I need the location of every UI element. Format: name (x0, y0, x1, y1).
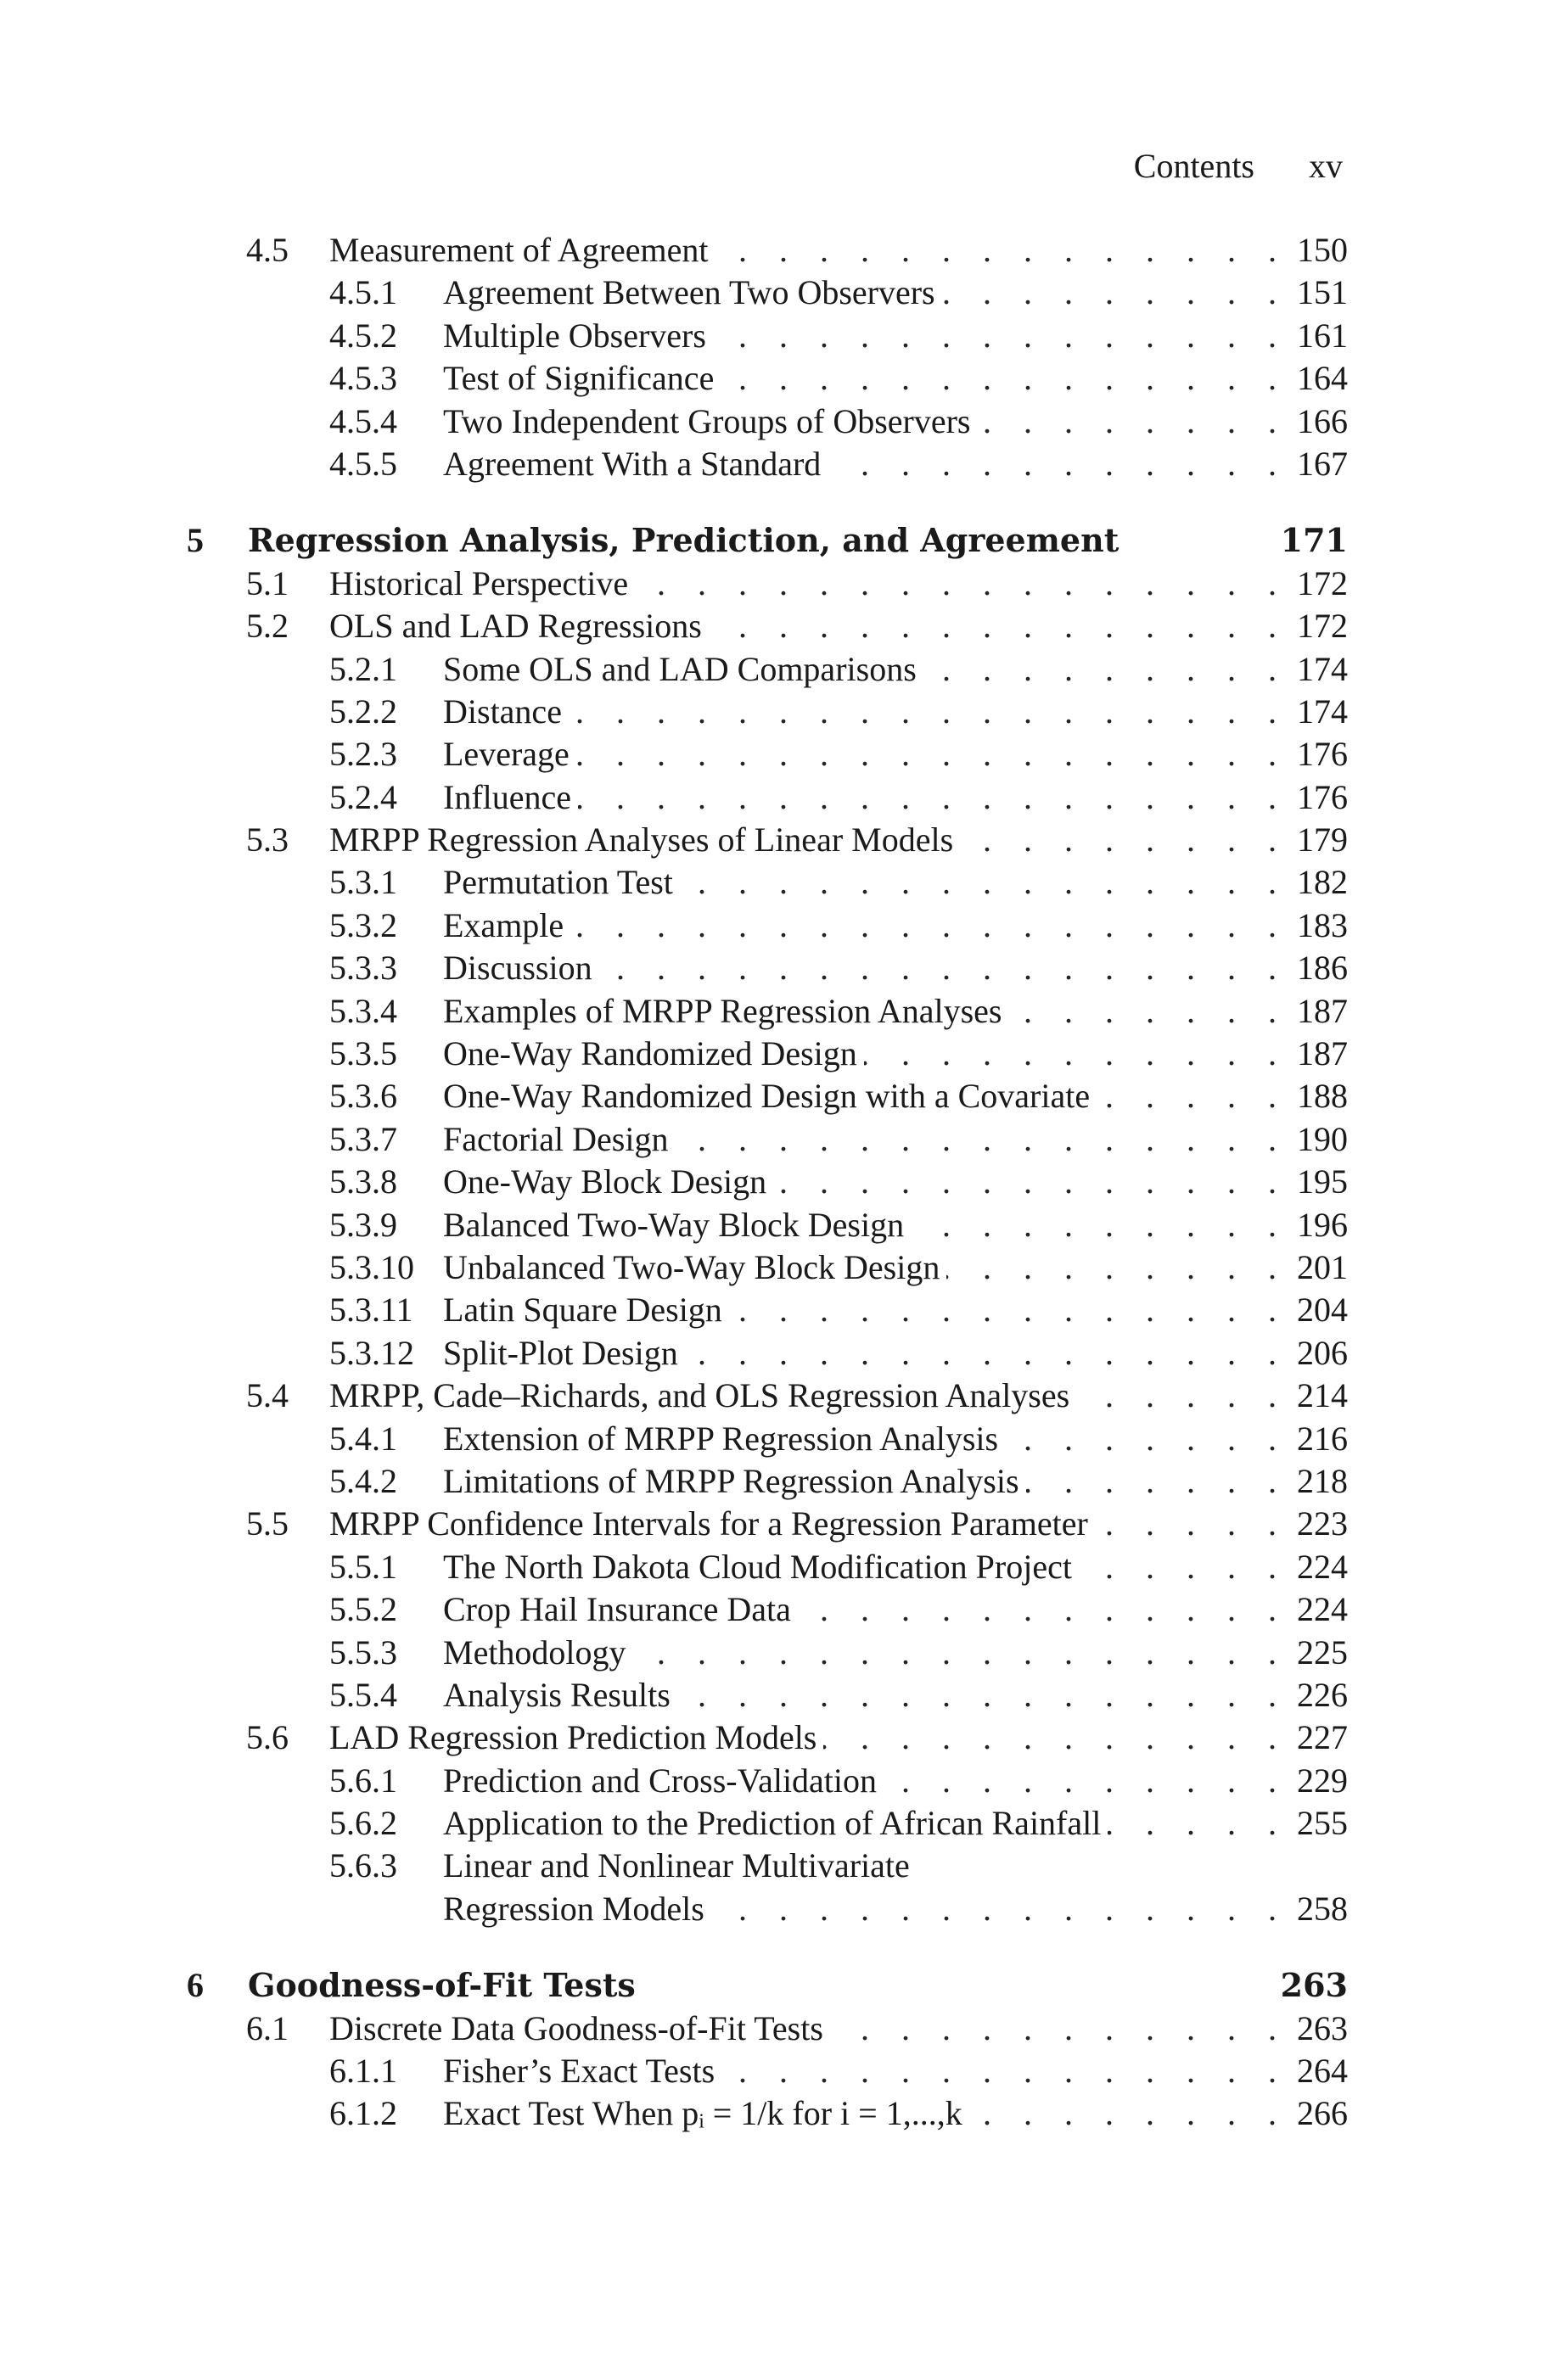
toc-entry-number: 5.3.2 (329, 905, 397, 944)
toc-entry-title: LAD Regression Prediction Models (329, 1718, 817, 1757)
toc-entry-page: 224 (1297, 1547, 1348, 1586)
toc-entry-page: 258 (1297, 1889, 1348, 1928)
toc-entry-title: Discussion (443, 949, 592, 988)
dot-leader (1026, 1460, 1288, 1503)
toc-entry-page: 172 (1297, 607, 1348, 646)
toc-entry-number: 4.5 (246, 231, 289, 269)
toc-entry-number: 5.3.3 (329, 949, 397, 988)
dot-leader (830, 2008, 1288, 2050)
toc-entry-page: 266 (1297, 2094, 1348, 2133)
toc-entry-title: Leverage (443, 735, 570, 774)
dot-leader (798, 1588, 1288, 1631)
toc-entry-title: MRPP Regression Analyses of Linear Models (329, 820, 954, 860)
toc-entry-title: Regression Models (443, 1889, 704, 1928)
toc-entry-number: 5.6.3 (329, 1846, 397, 1885)
toc-entry-title: Test of Significance (443, 359, 715, 398)
toc-section-entry[interactable] (187, 1503, 1348, 1545)
toc-entry-title: Exact Test When pᵢ = 1/k for i = 1,...,k (443, 2094, 962, 2133)
toc-entry-number: 5.2 (246, 607, 289, 646)
toc-entry-number: 4.5.2 (329, 316, 397, 355)
toc-entry-number: 5.3.6 (329, 1077, 397, 1116)
toc-entry-title: Regression Analysis, Prediction, and Agreement (248, 521, 1119, 560)
dot-leader (828, 443, 1288, 485)
toc-entry-page: 263 (1280, 1966, 1348, 2005)
toc-entry-title: Some OLS and LAD Comparisons (443, 649, 917, 688)
toc-entry-page: 206 (1297, 1333, 1348, 1372)
toc-entry-page: 223 (1297, 1504, 1348, 1543)
toc-entry-title: Multiple Observers (443, 316, 706, 355)
dot-leader (635, 563, 1288, 605)
dot-leader (823, 1716, 1288, 1759)
toc-entry-page: 176 (1297, 735, 1348, 774)
toc-entry-number: 5.4.2 (329, 1461, 397, 1500)
toc-chapter-entry[interactable] (187, 519, 1348, 562)
toc-entry-page: 224 (1297, 1590, 1348, 1629)
toc-entry-number: 4.5.5 (329, 444, 397, 483)
toc-entry-page: 204 (1297, 1291, 1348, 1330)
dot-leader (715, 229, 1288, 272)
toc-entry-title: Latin Square Design (443, 1291, 722, 1330)
toc-entry-number: 5.3 (246, 820, 289, 860)
dot-leader (977, 400, 1288, 443)
toc-subsection-entry[interactable] (187, 1588, 1348, 1631)
toc-entry-title: One-Way Randomized Design (443, 1034, 857, 1073)
toc-entry-page: 188 (1297, 1077, 1348, 1116)
toc-entry-title: Fisher’s Exact Tests (443, 2052, 715, 2091)
running-head (1134, 146, 1343, 186)
toc-entry-number: 5.3.5 (329, 1034, 397, 1073)
section-spacer (187, 1930, 1348, 1964)
toc-entry-title: Methodology (443, 1632, 626, 1672)
toc-entry-number: 6.1 (246, 2008, 289, 2047)
dot-leader (569, 691, 1288, 733)
toc-entry-number: 5.2.2 (329, 692, 397, 731)
toc-entry-title: Discrete Data Goodness-of-Fit Tests (329, 2008, 823, 2047)
dot-leader (1097, 1075, 1288, 1117)
toc-entry-page: 164 (1297, 359, 1348, 398)
toc-section-entry[interactable] (187, 605, 1348, 647)
toc-entry-page: 186 (1297, 949, 1348, 988)
toc-entry-number: 5.5.1 (329, 1547, 397, 1586)
toc-entry-title: Example (443, 905, 564, 944)
dot-leader (1108, 1802, 1288, 1845)
toc-entry-page: 150 (1297, 231, 1348, 269)
toc-entry-number: 5.2.1 (329, 649, 397, 688)
toc-subsection-entry[interactable] (187, 2092, 1348, 2135)
dot-leader (599, 947, 1288, 989)
toc-entry-title: One-Way Randomized Design with a Covariate (443, 1077, 1091, 1116)
toc-entry-number: 5.1 (246, 563, 289, 602)
dot-leader (721, 357, 1288, 400)
dot-leader (709, 605, 1288, 647)
toc-entry-title: Permutation Test (443, 863, 673, 902)
toc-entry-title: OLS and LAD Regressions (329, 607, 702, 646)
toc-subsection-entry[interactable] (187, 1204, 1348, 1246)
toc-entry-page: 226 (1297, 1675, 1348, 1714)
toc-subsection-entry[interactable] (187, 357, 1348, 400)
dot-leader (721, 2050, 1288, 2092)
toc-entry-title: Balanced Two-Way Block Design (443, 1205, 905, 1244)
toc-subsection-entry[interactable] (187, 1674, 1348, 1716)
dot-leader (578, 776, 1288, 819)
dot-leader (864, 1033, 1288, 1075)
toc-entry-number: 5.6.2 (329, 1804, 397, 1843)
toc-entry-title: Crop Hail Insurance Data (443, 1590, 791, 1629)
toc-subsection-entry[interactable] (187, 904, 1348, 947)
toc-entry-number: 6.1.1 (329, 2052, 397, 2091)
toc-entry-page: 196 (1297, 1205, 1348, 1244)
toc-subsection-entry[interactable] (187, 691, 1348, 733)
toc-subsection-entry[interactable] (187, 1460, 1348, 1503)
toc-subsection-entry[interactable] (187, 1418, 1348, 1460)
toc-entry-number: 5.3.9 (329, 1205, 397, 1244)
toc-subsection-entry[interactable] (187, 1289, 1348, 1331)
dot-leader (1095, 1503, 1288, 1545)
toc-subsection-entry[interactable] (187, 947, 1348, 989)
toc-subsection-entry[interactable] (187, 1075, 1348, 1117)
toc-subsection-entry[interactable] (187, 733, 1348, 776)
running-head-page-number: xv (1309, 147, 1343, 185)
toc-entry-number: 4.5.1 (329, 273, 397, 312)
dot-leader (713, 315, 1288, 357)
toc-entry-title: Goodness-of-Fit Tests (248, 1966, 636, 2005)
toc-entry-page: 171 (1280, 521, 1348, 560)
toc-entry-page: 176 (1297, 777, 1348, 816)
toc-entry-title: Application to the Prediction of African Rainfall (443, 1804, 1102, 1843)
toc-subsection-entry[interactable] (187, 1332, 1348, 1375)
toc-entry-page: 227 (1297, 1718, 1348, 1757)
toc-entry-page: 214 (1297, 1376, 1348, 1415)
dot-leader (1079, 1546, 1288, 1588)
toc-chapter-entry[interactable] (187, 1964, 1348, 2007)
toc-subsection-entry[interactable] (187, 990, 1348, 1033)
toc-entry-title: One-Way Block Design (443, 1162, 767, 1201)
section-spacer (187, 485, 1348, 519)
toc-entry-title: Linear and Nonlinear Multivariate (443, 1846, 910, 1885)
toc-entry-title: Unbalanced Two-Way Block Design (443, 1247, 940, 1286)
table-of-contents (187, 229, 1348, 2136)
toc-entry-title: Historical Perspective (329, 563, 629, 602)
dot-leader (677, 1674, 1288, 1716)
toc-entry-number: 6.1.2 (329, 2094, 397, 2133)
toc-entry-title: Agreement With a Standard (443, 444, 822, 483)
toc-subsection-entry[interactable] (187, 1118, 1348, 1161)
toc-entry-page: 195 (1297, 1162, 1348, 1201)
dot-leader (680, 861, 1288, 904)
toc-section-entry[interactable] (187, 2008, 1348, 2050)
toc-entry-page: 174 (1297, 649, 1348, 688)
dot-leader (946, 1246, 1288, 1289)
toc-entry-page: 187 (1297, 1034, 1348, 1073)
toc-subsection-entry[interactable] (187, 648, 1348, 691)
toc-entry-page: 183 (1297, 905, 1348, 944)
toc-subsection-entry[interactable] (187, 2050, 1348, 2092)
toc-entry-number: 5.3.12 (329, 1333, 414, 1372)
toc-entry-number: 5.3.7 (329, 1119, 397, 1158)
toc-entry-title: Factorial Design (443, 1119, 669, 1158)
toc-subsection-entry[interactable] (187, 1161, 1348, 1203)
toc-subsection-entry[interactable] (187, 1845, 1348, 1887)
dot-leader (576, 733, 1288, 776)
toc-entry-number: 4.5.3 (329, 359, 397, 398)
toc-subsection-entry[interactable] (187, 776, 1348, 819)
dot-leader (685, 1332, 1288, 1375)
toc-entry-number: 5.4 (246, 1376, 289, 1415)
toc-section-entry[interactable] (187, 1375, 1348, 1417)
running-head-section: Contents (1133, 147, 1254, 185)
dot-leader (1076, 1375, 1288, 1417)
dot-leader (923, 648, 1288, 691)
toc-entry-page: 166 (1297, 401, 1348, 440)
toc-entry-page: 218 (1297, 1461, 1348, 1500)
toc-subsection-entry[interactable] (187, 400, 1348, 443)
toc-entry-number: 5.3.11 (329, 1291, 413, 1330)
toc-subsection-entry[interactable] (187, 1033, 1348, 1075)
dot-leader (676, 1118, 1289, 1161)
toc-entry-title: Limitations of MRPP Regression Analysis (443, 1461, 1019, 1500)
toc-entry-number: 5 (187, 521, 204, 560)
toc-entry-number: 5.5 (246, 1504, 289, 1543)
toc-entry-page: 229 (1297, 1761, 1348, 1800)
dot-leader (942, 272, 1288, 314)
toc-subsection-entry[interactable] (187, 272, 1348, 314)
dot-leader (911, 1204, 1288, 1246)
toc-entry-title: Examples of MRPP Regression Analyses (443, 991, 1002, 1030)
dot-leader (960, 819, 1288, 861)
dot-leader (711, 1888, 1288, 1930)
toc-entry-title: Distance (443, 692, 562, 731)
toc-entry-page: 255 (1297, 1804, 1348, 1843)
toc-entry-title: Influence (443, 777, 572, 816)
toc-entry-title: Two Independent Groups of Observers (443, 401, 971, 440)
dot-leader (1005, 1418, 1288, 1460)
toc-entry-page: 161 (1297, 316, 1348, 355)
dot-leader (969, 2092, 1288, 2135)
dot-leader (729, 1289, 1288, 1331)
toc-entry-page: 167 (1297, 444, 1348, 483)
toc-section-entry[interactable] (187, 1716, 1348, 1759)
toc-entry-number: 5.4.1 (329, 1419, 397, 1458)
toc-entry-number: 5.6 (246, 1718, 289, 1757)
dot-leader (1009, 990, 1289, 1033)
toc-entry-number: 5.5.2 (329, 1590, 397, 1629)
toc-entry-title: MRPP Confidence Intervals for a Regression Parameter (329, 1504, 1088, 1543)
toc-entry-page: 182 (1297, 863, 1348, 902)
toc-entry-page: 201 (1297, 1247, 1348, 1286)
toc-subsection-entry[interactable] (187, 861, 1348, 904)
toc-entry-title: Measurement of Agreement (329, 231, 709, 269)
toc-entry-number: 5.5.4 (329, 1675, 397, 1714)
toc-entry-page: 179 (1297, 820, 1348, 860)
toc-section-entry[interactable] (187, 229, 1348, 272)
toc-entry-page: 187 (1297, 991, 1348, 1030)
dot-leader (633, 1632, 1288, 1674)
toc-subsection-entry[interactable] (187, 1546, 1348, 1588)
dot-leader (773, 1161, 1288, 1203)
toc-entry-page: 263 (1297, 2008, 1348, 2047)
toc-entry-page: 216 (1297, 1419, 1348, 1458)
toc-subsection-entry[interactable] (187, 1246, 1348, 1289)
toc-subsection-entry[interactable] (187, 443, 1348, 485)
toc-entry-number: 5.6.1 (329, 1761, 397, 1800)
toc-entry-number: 4.5.4 (329, 401, 397, 440)
toc-entry-number: 5.3.10 (329, 1247, 414, 1286)
toc-entry-page: 190 (1297, 1119, 1348, 1158)
toc-entry-number: 5.3.4 (329, 991, 397, 1030)
toc-entry-number: 5.5.3 (329, 1632, 397, 1672)
toc-entry-page: 225 (1297, 1632, 1348, 1672)
toc-entry-title: Analysis Results (443, 1675, 671, 1714)
dot-leader (570, 904, 1288, 947)
toc-entry-page: 174 (1297, 692, 1348, 731)
toc-entry-number: 5.3.8 (329, 1162, 397, 1201)
toc-subsection-entry[interactable] (187, 1888, 1348, 1930)
dot-leader (884, 1760, 1288, 1802)
toc-subsection-entry[interactable] (187, 1802, 1348, 1845)
toc-entry-title: Agreement Between Two Observers (443, 273, 935, 312)
toc-entry-page: 172 (1297, 563, 1348, 602)
toc-entry-page: 264 (1297, 2052, 1348, 2091)
toc-entry-number: 5.2.4 (329, 777, 397, 816)
toc-section-entry[interactable] (187, 563, 1348, 605)
toc-entry-title: MRPP, Cade–Richards, and OLS Regression Analyses (329, 1376, 1070, 1415)
toc-entry-number: 5.2.3 (329, 735, 397, 774)
toc-subsection-entry[interactable] (187, 1760, 1348, 1802)
toc-entry-title: Prediction and Cross-Validation (443, 1761, 878, 1800)
toc-entry-page: 151 (1297, 273, 1348, 312)
toc-entry-title: Split-Plot Design (443, 1333, 678, 1372)
toc-section-entry[interactable] (187, 819, 1348, 861)
toc-entry-title: Extension of MRPP Regression Analysis (443, 1419, 999, 1458)
toc-subsection-entry[interactable] (187, 315, 1348, 357)
toc-entry-number: 5.3.1 (329, 863, 397, 902)
toc-subsection-entry[interactable] (187, 1632, 1348, 1674)
toc-entry-title: The North Dakota Cloud Modification Project (443, 1547, 1072, 1586)
toc-entry-number: 6 (187, 1966, 204, 2005)
